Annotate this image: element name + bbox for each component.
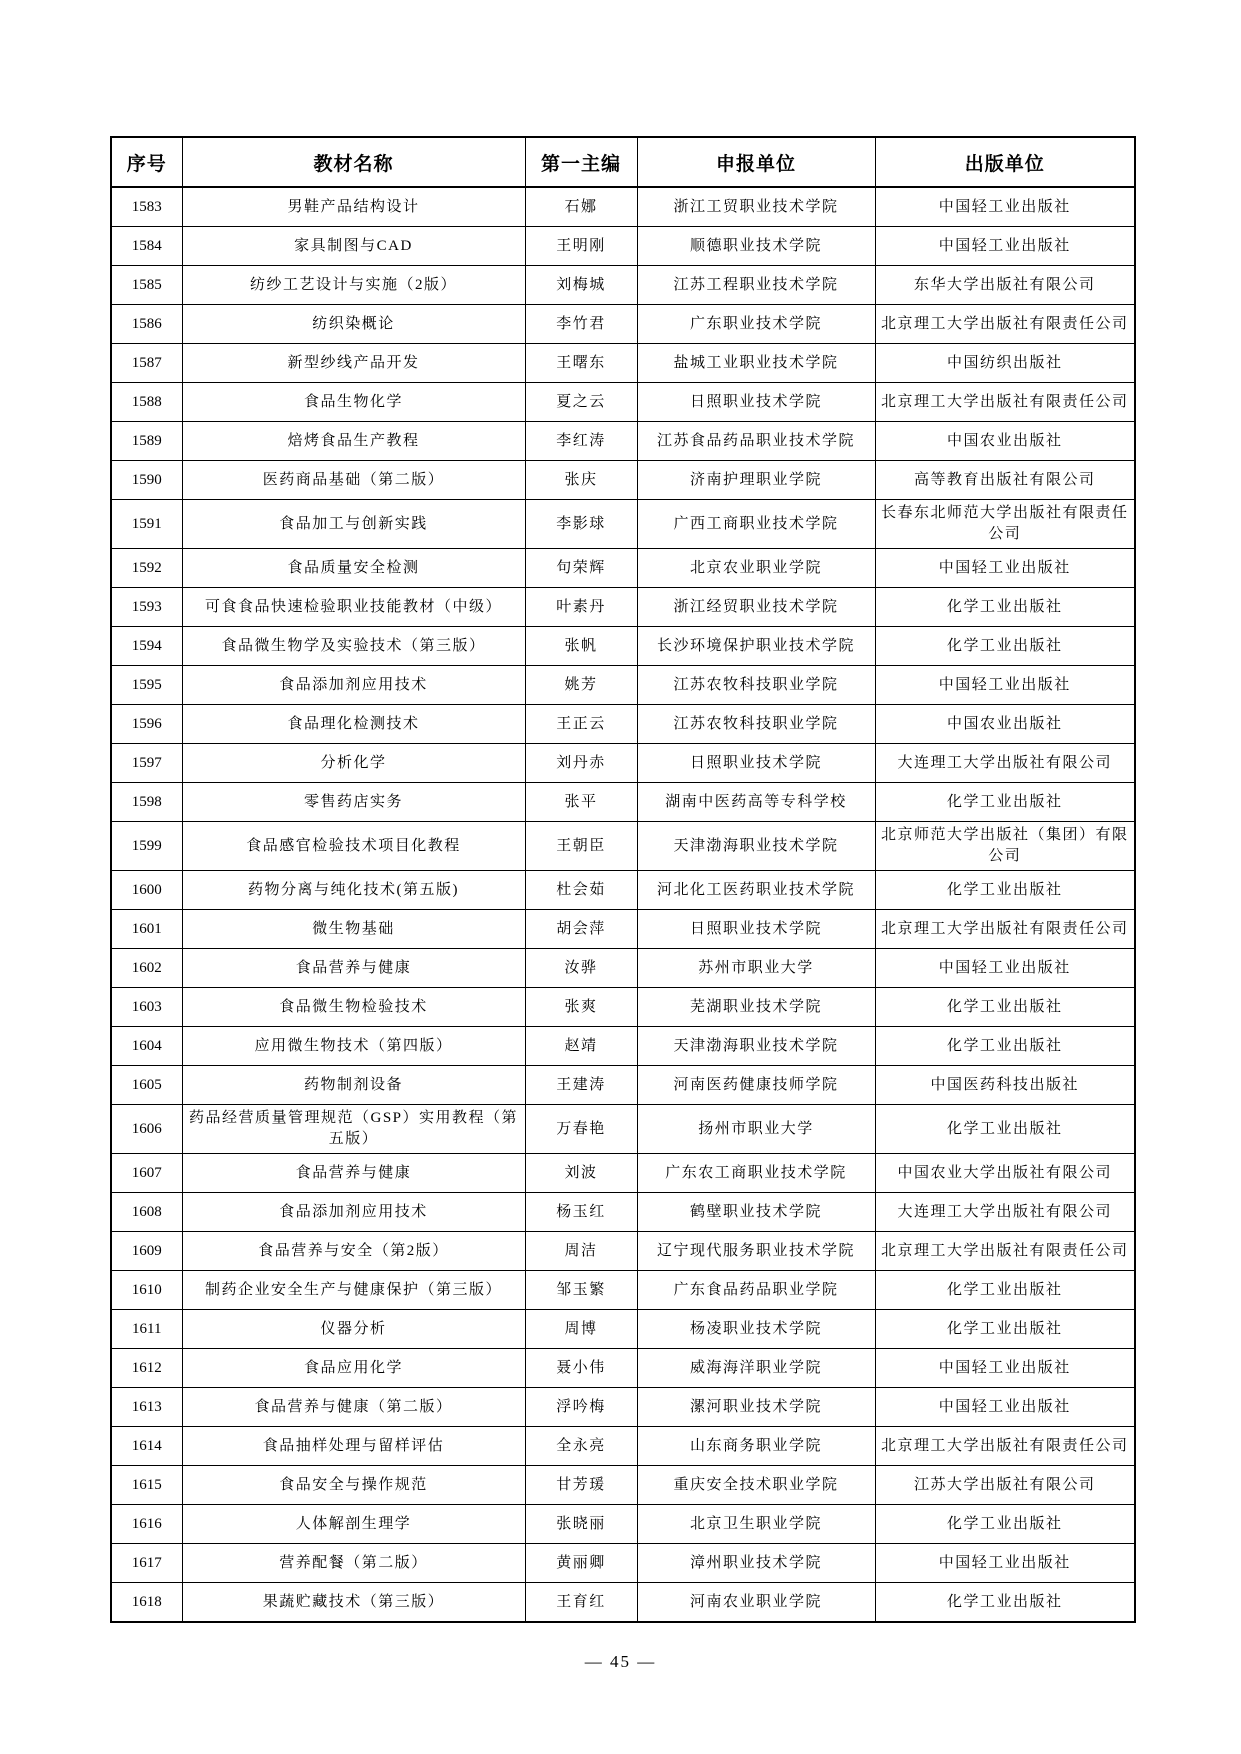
- cell-applicant-unit: 北京卫生职业学院: [637, 1505, 875, 1544]
- cell-first-editor: 张庆: [525, 461, 637, 500]
- table-row: [111, 910, 1135, 949]
- table-row: [111, 588, 1135, 627]
- cell-serial-number: 1583: [111, 187, 182, 227]
- cell-first-editor: 汝骅: [525, 949, 637, 988]
- table-row: [111, 1154, 1135, 1193]
- cell-publisher-unit: 化学工业出版社: [875, 588, 1135, 627]
- cell-applicant-unit: 浙江经贸职业技术学院: [637, 588, 875, 627]
- cell-textbook-title: 药品经营质量管理规范（GSP）实用教程（第五版）: [182, 1105, 525, 1154]
- table-row: [111, 227, 1135, 266]
- cell-serial-number: 1612: [111, 1349, 182, 1388]
- cell-publisher-unit: 化学工业出版社: [875, 1583, 1135, 1623]
- table-row: [111, 1544, 1135, 1583]
- cell-publisher-unit: 中国农业出版社: [875, 705, 1135, 744]
- cell-serial-number: 1593: [111, 588, 182, 627]
- column-header-applicant: 申报单位: [637, 137, 875, 187]
- cell-applicant-unit: 江苏食品药品职业技术学院: [637, 422, 875, 461]
- table-row: [111, 383, 1135, 422]
- cell-textbook-title: 可食食品快速检验职业技能教材（中级）: [182, 588, 525, 627]
- cell-serial-number: 1609: [111, 1232, 182, 1271]
- cell-applicant-unit: 广东食品药品职业学院: [637, 1271, 875, 1310]
- cell-serial-number: 1585: [111, 266, 182, 305]
- cell-applicant-unit: 浙江工贸职业技术学院: [637, 187, 875, 227]
- cell-first-editor: 刘波: [525, 1154, 637, 1193]
- cell-applicant-unit: 日照职业技术学院: [637, 383, 875, 422]
- cell-publisher-unit: 化学工业出版社: [875, 1027, 1135, 1066]
- cell-first-editor: 王育红: [525, 1583, 637, 1623]
- cell-textbook-title: 食品质量安全检测: [182, 549, 525, 588]
- cell-serial-number: 1595: [111, 666, 182, 705]
- page-number: — 45 —: [584, 1652, 657, 1671]
- cell-first-editor: 赵靖: [525, 1027, 637, 1066]
- cell-publisher-unit: 中国农业大学出版社有限公司: [875, 1154, 1135, 1193]
- cell-textbook-title: 食品营养与健康: [182, 1154, 525, 1193]
- cell-publisher-unit: 大连理工大学出版社有限公司: [875, 1193, 1135, 1232]
- cell-textbook-title: 家具制图与CAD: [182, 227, 525, 266]
- cell-publisher-unit: 中国轻工业出版社: [875, 1388, 1135, 1427]
- cell-applicant-unit: 济南护理职业学院: [637, 461, 875, 500]
- cell-serial-number: 1618: [111, 1583, 182, 1623]
- cell-applicant-unit: 天津渤海职业技术学院: [637, 1027, 875, 1066]
- cell-serial-number: 1601: [111, 910, 182, 949]
- cell-textbook-title: 食品安全与操作规范: [182, 1466, 525, 1505]
- cell-serial-number: 1611: [111, 1310, 182, 1349]
- cell-serial-number: 1613: [111, 1388, 182, 1427]
- table-row: [111, 1505, 1135, 1544]
- cell-textbook-title: 食品理化检测技术: [182, 705, 525, 744]
- cell-first-editor: 张爽: [525, 988, 637, 1027]
- cell-serial-number: 1597: [111, 744, 182, 783]
- cell-first-editor: 王正云: [525, 705, 637, 744]
- column-header-editor: 第一主编: [525, 137, 637, 187]
- cell-applicant-unit: 重庆安全技术职业学院: [637, 1466, 875, 1505]
- table-body: [111, 187, 1135, 1622]
- table-row: [111, 705, 1135, 744]
- cell-first-editor: 张平: [525, 783, 637, 822]
- cell-textbook-title: 人体解剖生理学: [182, 1505, 525, 1544]
- cell-applicant-unit: 广东职业技术学院: [637, 305, 875, 344]
- cell-applicant-unit: 漯河职业技术学院: [637, 1388, 875, 1427]
- cell-first-editor: 周洁: [525, 1232, 637, 1271]
- cell-textbook-title: 食品添加剂应用技术: [182, 1193, 525, 1232]
- cell-textbook-title: 制药企业安全生产与健康保护（第三版）: [182, 1271, 525, 1310]
- cell-serial-number: 1591: [111, 500, 182, 549]
- cell-first-editor: 聂小伟: [525, 1349, 637, 1388]
- cell-applicant-unit: 漳州职业技术学院: [637, 1544, 875, 1583]
- cell-publisher-unit: 中国轻工业出版社: [875, 949, 1135, 988]
- cell-serial-number: 1608: [111, 1193, 182, 1232]
- cell-publisher-unit: 北京理工大学出版社有限责任公司: [875, 910, 1135, 949]
- cell-first-editor: 邹玉繁: [525, 1271, 637, 1310]
- cell-serial-number: 1610: [111, 1271, 182, 1310]
- cell-first-editor: 王曙东: [525, 344, 637, 383]
- cell-first-editor: 刘梅城: [525, 266, 637, 305]
- cell-textbook-title: 药物制剂设备: [182, 1066, 525, 1105]
- table-row: [111, 1027, 1135, 1066]
- cell-serial-number: 1602: [111, 949, 182, 988]
- cell-textbook-title: 食品抽样处理与留样评估: [182, 1427, 525, 1466]
- table-row: [111, 549, 1135, 588]
- cell-serial-number: 1589: [111, 422, 182, 461]
- cell-serial-number: 1588: [111, 383, 182, 422]
- cell-textbook-title: 应用微生物技术（第四版）: [182, 1027, 525, 1066]
- cell-textbook-title: 微生物基础: [182, 910, 525, 949]
- cell-textbook-title: 食品加工与创新实践: [182, 500, 525, 549]
- table-row: [111, 1066, 1135, 1105]
- cell-serial-number: 1603: [111, 988, 182, 1027]
- cell-publisher-unit: 北京理工大学出版社有限责任公司: [875, 1232, 1135, 1271]
- cell-first-editor: 周博: [525, 1310, 637, 1349]
- cell-applicant-unit: 广东农工商职业技术学院: [637, 1154, 875, 1193]
- cell-first-editor: 王建涛: [525, 1066, 637, 1105]
- cell-publisher-unit: 化学工业出版社: [875, 1310, 1135, 1349]
- cell-first-editor: 句荣辉: [525, 549, 637, 588]
- cell-serial-number: 1592: [111, 549, 182, 588]
- cell-applicant-unit: 山东商务职业学院: [637, 1427, 875, 1466]
- cell-serial-number: 1615: [111, 1466, 182, 1505]
- table-row: [111, 1193, 1135, 1232]
- table-header: [111, 137, 1135, 187]
- cell-publisher-unit: 化学工业出版社: [875, 1105, 1135, 1154]
- cell-textbook-title: 食品感官检验技术项目化教程: [182, 822, 525, 871]
- cell-publisher-unit: 中国轻工业出版社: [875, 549, 1135, 588]
- cell-textbook-title: 焙烤食品生产教程: [182, 422, 525, 461]
- cell-textbook-title: 营养配餐（第二版）: [182, 1544, 525, 1583]
- cell-textbook-title: 纺织染概论: [182, 305, 525, 344]
- cell-applicant-unit: 江苏工程职业技术学院: [637, 266, 875, 305]
- cell-applicant-unit: 河北化工医药职业技术学院: [637, 871, 875, 910]
- table-row: [111, 871, 1135, 910]
- cell-first-editor: 甘芳瑗: [525, 1466, 637, 1505]
- table-row: [111, 1310, 1135, 1349]
- table-header-row: [111, 137, 1135, 187]
- cell-serial-number: 1604: [111, 1027, 182, 1066]
- cell-textbook-title: 仪器分析: [182, 1310, 525, 1349]
- cell-publisher-unit: 中国轻工业出版社: [875, 187, 1135, 227]
- cell-applicant-unit: 顺德职业技术学院: [637, 227, 875, 266]
- table-row: [111, 666, 1135, 705]
- cell-publisher-unit: 中国轻工业出版社: [875, 1349, 1135, 1388]
- cell-publisher-unit: 化学工业出版社: [875, 871, 1135, 910]
- cell-first-editor: 李红涛: [525, 422, 637, 461]
- cell-textbook-title: 食品生物化学: [182, 383, 525, 422]
- table-row: [111, 1388, 1135, 1427]
- cell-serial-number: 1600: [111, 871, 182, 910]
- cell-textbook-title: 食品应用化学: [182, 1349, 525, 1388]
- table-row: [111, 988, 1135, 1027]
- table-row: [111, 266, 1135, 305]
- cell-textbook-title: 食品营养与安全（第2版）: [182, 1232, 525, 1271]
- cell-textbook-title: 纺纱工艺设计与实施（2版）: [182, 266, 525, 305]
- table-row: [111, 1583, 1135, 1623]
- cell-first-editor: 夏之云: [525, 383, 637, 422]
- table-row: [111, 627, 1135, 666]
- cell-applicant-unit: 河南医药健康技师学院: [637, 1066, 875, 1105]
- cell-serial-number: 1614: [111, 1427, 182, 1466]
- cell-textbook-title: 果蔬贮藏技术（第三版）: [182, 1583, 525, 1623]
- column-header-publisher: 出版单位: [875, 137, 1135, 187]
- cell-first-editor: 李影球: [525, 500, 637, 549]
- cell-publisher-unit: 中国轻工业出版社: [875, 227, 1135, 266]
- cell-applicant-unit: 江苏农牧科技职业学院: [637, 705, 875, 744]
- cell-first-editor: 李竹君: [525, 305, 637, 344]
- cell-serial-number: 1617: [111, 1544, 182, 1583]
- cell-applicant-unit: 日照职业技术学院: [637, 910, 875, 949]
- cell-applicant-unit: 广西工商职业技术学院: [637, 500, 875, 549]
- cell-applicant-unit: 鹤壁职业技术学院: [637, 1193, 875, 1232]
- cell-first-editor: 王朝臣: [525, 822, 637, 871]
- cell-textbook-title: 男鞋产品结构设计: [182, 187, 525, 227]
- cell-textbook-title: 食品营养与健康: [182, 949, 525, 988]
- cell-applicant-unit: 杨凌职业技术学院: [637, 1310, 875, 1349]
- column-header-no: 序号: [111, 137, 182, 187]
- cell-textbook-title: 食品微生物检验技术: [182, 988, 525, 1027]
- table-row: [111, 1232, 1135, 1271]
- cell-applicant-unit: 威海海洋职业学院: [637, 1349, 875, 1388]
- cell-publisher-unit: 化学工业出版社: [875, 783, 1135, 822]
- table-row: [111, 187, 1135, 227]
- cell-applicant-unit: 苏州市职业大学: [637, 949, 875, 988]
- table-row: [111, 305, 1135, 344]
- cell-first-editor: 杜会茹: [525, 871, 637, 910]
- cell-textbook-title: 食品营养与健康（第二版）: [182, 1388, 525, 1427]
- cell-serial-number: 1586: [111, 305, 182, 344]
- cell-applicant-unit: 辽宁现代服务职业技术学院: [637, 1232, 875, 1271]
- cell-serial-number: 1607: [111, 1154, 182, 1193]
- cell-publisher-unit: 中国农业出版社: [875, 422, 1135, 461]
- cell-publisher-unit: 东华大学出版社有限公司: [875, 266, 1135, 305]
- table-row: [111, 1105, 1135, 1154]
- cell-serial-number: 1587: [111, 344, 182, 383]
- cell-textbook-title: 食品微生物学及实验技术（第三版）: [182, 627, 525, 666]
- cell-first-editor: 张帆: [525, 627, 637, 666]
- table-row: [111, 1466, 1135, 1505]
- table-row: [111, 783, 1135, 822]
- cell-publisher-unit: 长春东北师范大学出版社有限责任公司: [875, 500, 1135, 549]
- cell-publisher-unit: 化学工业出版社: [875, 988, 1135, 1027]
- textbook-approval-table: [110, 136, 1136, 1623]
- cell-first-editor: 浮吟梅: [525, 1388, 637, 1427]
- cell-first-editor: 黄丽卿: [525, 1544, 637, 1583]
- cell-textbook-title: 药物分离与纯化技术(第五版): [182, 871, 525, 910]
- table-row: [111, 422, 1135, 461]
- cell-publisher-unit: 北京理工大学出版社有限责任公司: [875, 1427, 1135, 1466]
- cell-first-editor: 姚芳: [525, 666, 637, 705]
- cell-serial-number: 1598: [111, 783, 182, 822]
- cell-textbook-title: 食品添加剂应用技术: [182, 666, 525, 705]
- cell-serial-number: 1590: [111, 461, 182, 500]
- cell-publisher-unit: 江苏大学出版社有限公司: [875, 1466, 1135, 1505]
- cell-publisher-unit: 中国轻工业出版社: [875, 666, 1135, 705]
- cell-publisher-unit: 中国医药科技出版社: [875, 1066, 1135, 1105]
- table-row: [111, 949, 1135, 988]
- cell-first-editor: 刘丹赤: [525, 744, 637, 783]
- cell-publisher-unit: 化学工业出版社: [875, 627, 1135, 666]
- cell-publisher-unit: 北京理工大学出版社有限责任公司: [875, 383, 1135, 422]
- cell-publisher-unit: 中国纺织出版社: [875, 344, 1135, 383]
- cell-first-editor: 叶素丹: [525, 588, 637, 627]
- cell-applicant-unit: 天津渤海职业技术学院: [637, 822, 875, 871]
- table-row: [111, 1349, 1135, 1388]
- cell-serial-number: 1616: [111, 1505, 182, 1544]
- cell-textbook-title: 分析化学: [182, 744, 525, 783]
- cell-serial-number: 1584: [111, 227, 182, 266]
- cell-first-editor: 石娜: [525, 187, 637, 227]
- table-row: [111, 461, 1135, 500]
- cell-publisher-unit: 北京师范大学出版社（集团）有限公司: [875, 822, 1135, 871]
- cell-applicant-unit: 盐城工业职业技术学院: [637, 344, 875, 383]
- cell-applicant-unit: 江苏农牧科技职业学院: [637, 666, 875, 705]
- cell-applicant-unit: 长沙环境保护职业技术学院: [637, 627, 875, 666]
- cell-publisher-unit: 化学工业出版社: [875, 1271, 1135, 1310]
- cell-serial-number: 1606: [111, 1105, 182, 1154]
- cell-textbook-title: 零售药店实务: [182, 783, 525, 822]
- cell-serial-number: 1605: [111, 1066, 182, 1105]
- cell-publisher-unit: 高等教育出版社有限公司: [875, 461, 1135, 500]
- cell-serial-number: 1594: [111, 627, 182, 666]
- table-row: [111, 744, 1135, 783]
- cell-publisher-unit: 化学工业出版社: [875, 1505, 1135, 1544]
- table-row: [111, 1271, 1135, 1310]
- cell-applicant-unit: 河南农业职业学院: [637, 1583, 875, 1623]
- table-row: [111, 822, 1135, 871]
- cell-serial-number: 1596: [111, 705, 182, 744]
- cell-textbook-title: 医药商品基础（第二版）: [182, 461, 525, 500]
- cell-first-editor: 王明刚: [525, 227, 637, 266]
- column-header-title: 教材名称: [182, 137, 525, 187]
- cell-applicant-unit: 湖南中医药高等专科学校: [637, 783, 875, 822]
- cell-first-editor: 张晓丽: [525, 1505, 637, 1544]
- cell-publisher-unit: 北京理工大学出版社有限责任公司: [875, 305, 1135, 344]
- table-row: [111, 500, 1135, 549]
- cell-applicant-unit: 芜湖职业技术学院: [637, 988, 875, 1027]
- cell-first-editor: 杨玉红: [525, 1193, 637, 1232]
- table-row: [111, 344, 1135, 383]
- cell-publisher-unit: 大连理工大学出版社有限公司: [875, 744, 1135, 783]
- cell-first-editor: 胡会萍: [525, 910, 637, 949]
- cell-first-editor: 万春艳: [525, 1105, 637, 1154]
- cell-first-editor: 全永亮: [525, 1427, 637, 1466]
- table-row: [111, 1427, 1135, 1466]
- cell-serial-number: 1599: [111, 822, 182, 871]
- cell-applicant-unit: 北京农业职业学院: [637, 549, 875, 588]
- cell-textbook-title: 新型纱线产品开发: [182, 344, 525, 383]
- cell-applicant-unit: 日照职业技术学院: [637, 744, 875, 783]
- cell-publisher-unit: 中国轻工业出版社: [875, 1544, 1135, 1583]
- cell-applicant-unit: 扬州市职业大学: [637, 1105, 875, 1154]
